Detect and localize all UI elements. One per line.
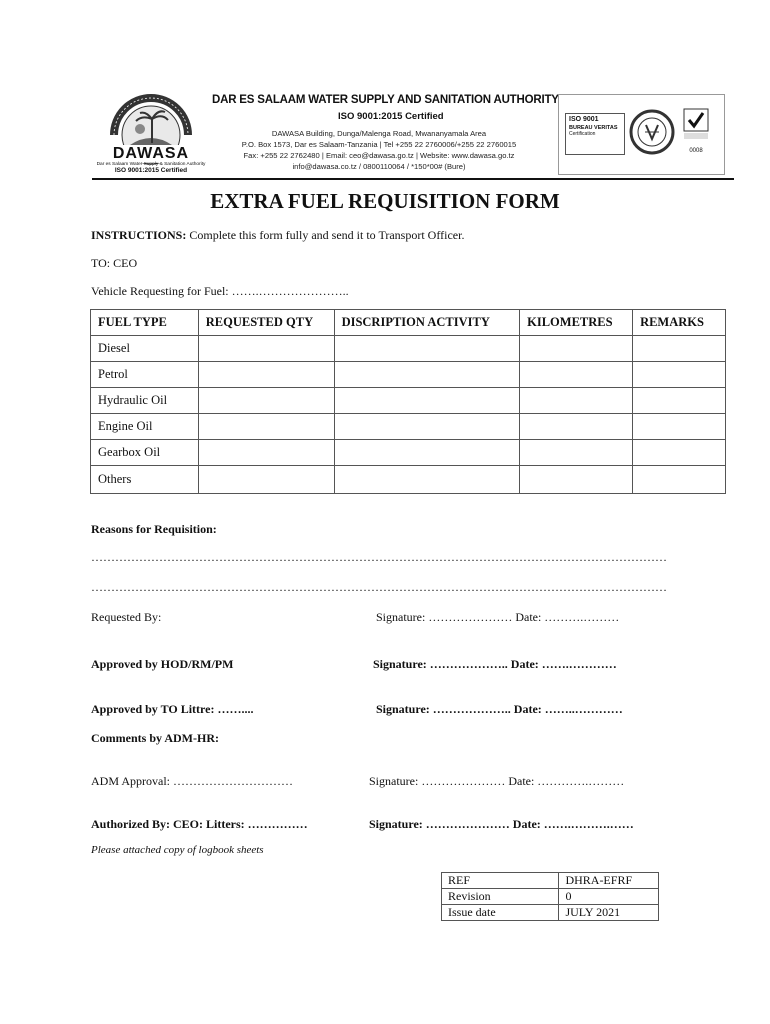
qty-cell[interactable] (198, 336, 334, 362)
fuel-type-cell: Gearbox Oil (91, 440, 199, 466)
cert-iso: ISO 9001 (569, 116, 599, 123)
qty-cell[interactable] (198, 388, 334, 414)
qty-cell[interactable] (198, 440, 334, 466)
ref-row (442, 905, 659, 921)
ref-label: Issue date (442, 905, 559, 921)
km-cell[interactable] (520, 466, 633, 494)
adm-approval[interactable]: ADM Approval: ………………………… (91, 774, 293, 788)
logbook-note: Please attached copy of logbook sheets (91, 844, 264, 856)
km-cell[interactable] (520, 362, 633, 388)
fuel-type-cell: Hydraulic Oil (91, 388, 199, 414)
ukas-number: 0008 (689, 148, 703, 154)
fuel-type-cell: Engine Oil (91, 414, 199, 440)
remarks-cell[interactable] (633, 414, 726, 440)
table-row (91, 362, 726, 388)
ref-row (442, 873, 659, 889)
address-line-4: info@dawasa.co.tz / 0800110064 / *150*00# (Bure) (292, 162, 466, 171)
logo-iso: ISO 9001:2015 Certified (114, 167, 188, 174)
table-row (91, 336, 726, 362)
instructions-label: INSTRUCTIONS: (91, 228, 187, 242)
logo-tagline: Dar es Salaam Water Supply & Sanitation Authority (96, 162, 206, 167)
address-line-1: DAWASA Building, Dunga/Malenga Road, Mwananyamala Area (271, 129, 487, 138)
activity-cell[interactable] (334, 336, 520, 362)
ref-table (441, 872, 659, 921)
table-row (91, 466, 726, 494)
activity-cell[interactable] (334, 414, 520, 440)
col-description-activity: DISCRIPTION ACTIVITY (334, 310, 520, 336)
activity-cell[interactable] (334, 440, 520, 466)
logo-wordmark: DAWASA (96, 145, 206, 163)
fuel-table (90, 309, 726, 494)
address-line-2: P.O. Box 1573, Dar es Salaam-Tanzania | Tel +255 22 2760006/+255 22 2760015 (241, 140, 517, 149)
address-line-3: Fax: +255 22 2762480 | Email: ceo@dawasa.go.tz | Website: www.dawasa.go.tz (243, 151, 515, 160)
ref-value: 0 (559, 889, 659, 905)
reasons-label: Reasons for Requisition: (91, 522, 217, 536)
vehicle-line[interactable]: Vehicle Requesting for Fuel: …….………………….. (91, 284, 349, 298)
reasons-line-2[interactable]: ……………………………………………………………………………………………………………………………… (91, 580, 667, 594)
bureau-veritas-seal-icon (629, 109, 675, 160)
activity-cell[interactable] (334, 388, 520, 414)
to-line: TO: CEO (91, 256, 138, 270)
fuel-table-header (91, 310, 726, 336)
col-requested-qty: REQUESTED QTY (198, 310, 334, 336)
col-fuel-type: FUEL TYPE (91, 310, 199, 336)
cert-certification: Certification (569, 131, 596, 137)
table-row (91, 414, 726, 440)
authorized-signature-date[interactable]: Signature: ………………… Date: …….……….…… (369, 817, 634, 831)
dawasa-logo (92, 93, 210, 173)
remarks-cell[interactable] (633, 336, 726, 362)
approved-to-signature-date[interactable]: Signature: ……………….. Date: ……..………… (376, 702, 623, 716)
header-rule (92, 178, 734, 180)
ref-row (442, 889, 659, 905)
authorized-by[interactable]: Authorized By: CEO: Litters: …………… (91, 817, 308, 831)
remarks-cell[interactable] (633, 388, 726, 414)
requested-signature-date[interactable]: Signature: ………………… Date: ……….……… (376, 610, 620, 624)
ref-label: Revision (442, 889, 559, 905)
iso-cert-badge (565, 113, 625, 155)
authority-name: DAR ES SALAAM WATER SUPPLY AND SANITATION AUTHORITY (212, 94, 559, 106)
ref-value: DHRA-EFRF (559, 873, 659, 889)
km-cell[interactable] (520, 440, 633, 466)
remarks-cell[interactable] (633, 440, 726, 466)
col-kilometres: KILOMETRES (520, 310, 633, 336)
cert-bv: BUREAU VERITAS (569, 125, 618, 131)
table-row (91, 388, 726, 414)
km-cell[interactable] (520, 414, 633, 440)
instructions (91, 228, 464, 243)
activity-cell[interactable] (334, 362, 520, 388)
qty-cell[interactable] (198, 414, 334, 440)
ukas-badge-icon (681, 107, 711, 147)
activity-cell[interactable] (334, 466, 520, 494)
fuel-type-cell: Others (91, 466, 199, 494)
approved-hod[interactable]: Approved by HOD/RM/PM (91, 657, 234, 671)
approved-to[interactable]: Approved by TO Littre: …….... (91, 702, 254, 716)
comments-label: Comments by ADM-HR: (91, 731, 219, 745)
table-row (91, 440, 726, 466)
qty-cell[interactable] (198, 466, 334, 494)
certification-box (558, 94, 725, 175)
instructions-text: Complete this form fully and send it to Transport Officer. (186, 228, 465, 242)
remarks-cell[interactable] (633, 466, 726, 494)
requested-by[interactable]: Requested By: (91, 610, 162, 624)
qty-cell[interactable] (198, 362, 334, 388)
reasons-line-1[interactable]: ……………………………………………………………………………………………………………………………… (91, 550, 667, 564)
km-cell[interactable] (520, 336, 633, 362)
iso-certified: ISO 9001:2015 Certified (338, 111, 444, 122)
remarks-cell[interactable] (633, 362, 726, 388)
ref-label: REF (442, 873, 559, 889)
fuel-type-cell: Diesel (91, 336, 199, 362)
approved-hod-signature-date[interactable]: Signature: ……………….. Date: …….………… (373, 657, 617, 671)
col-remarks: REMARKS (633, 310, 726, 336)
ref-value: JULY 2021 (559, 905, 659, 921)
km-cell[interactable] (520, 388, 633, 414)
form-title: EXTRA FUEL REQUISITION FORM (210, 189, 560, 213)
adm-signature-date[interactable]: Signature: ………………… Date: ………….……… (369, 774, 625, 788)
fuel-type-cell: Petrol (91, 362, 199, 388)
